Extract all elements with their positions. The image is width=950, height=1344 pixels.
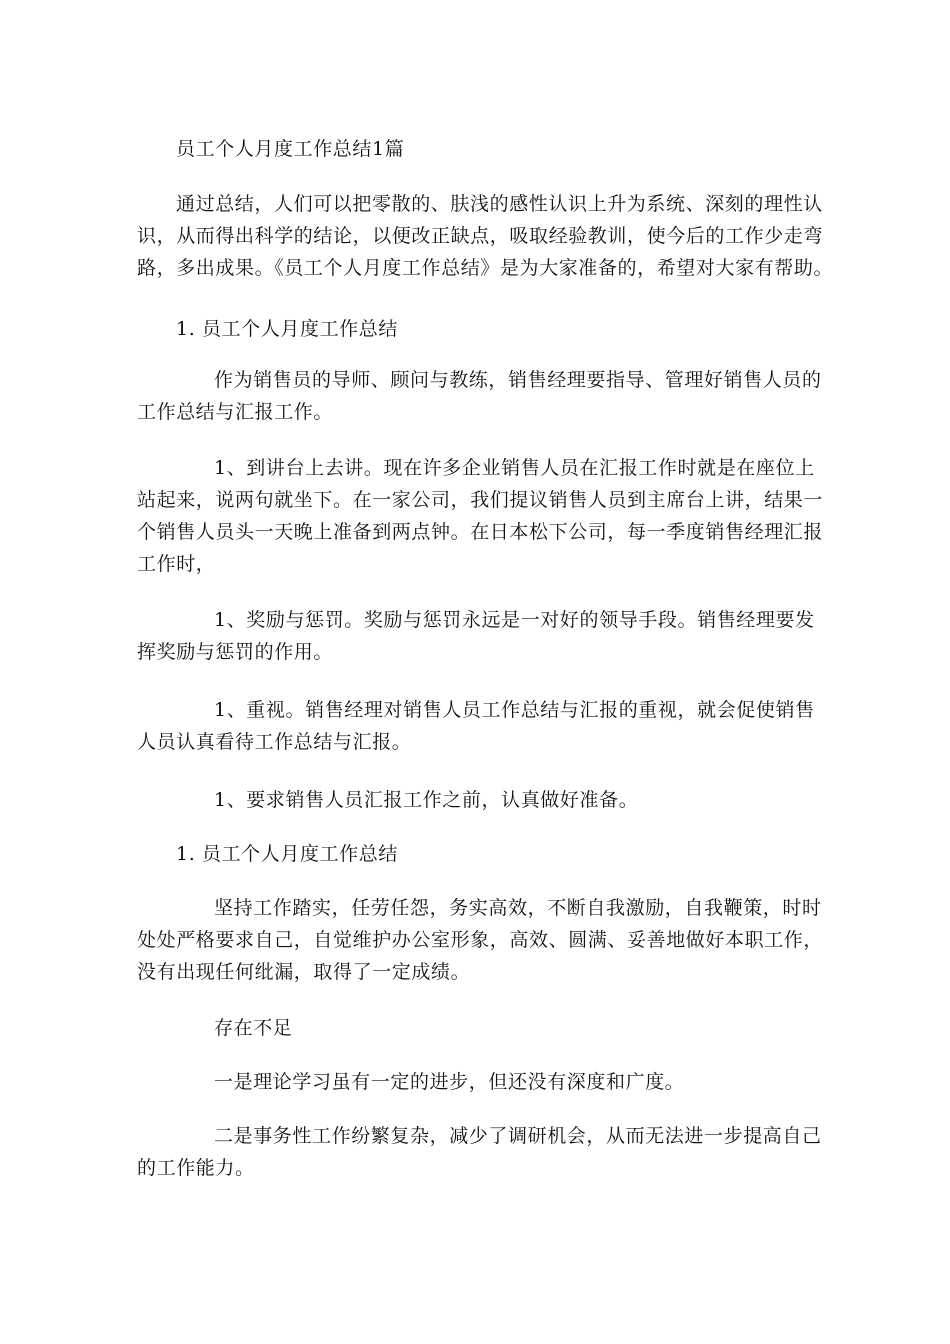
section-2-heading: 1. 员工个人月度工作总结 — [176, 843, 398, 865]
shortcoming-2-line-1: 二是事务性工作纷繁复杂，减少了调研机会，从而无法进一步提高自己 — [214, 1125, 822, 1147]
point-podium-line-4: 工作时， — [137, 553, 216, 575]
intro-line-1: 通过总结，人们可以把零散的、肤浅的感性认识上升为系统、深刻的理性认 — [176, 193, 823, 215]
shortcoming-1: 一是理论学习虽有一定的进步，但还没有深度和广度。 — [214, 1071, 685, 1093]
shortcoming-2-paragraph — [137, 1120, 827, 1184]
section-2-body-line-3: 没有出现任何纰漏，取得了一定成绩。 — [137, 961, 471, 983]
section-1-intro-paragraph — [137, 364, 827, 428]
section-2-body-line-1: 坚持工作踏实，任劳任怨，务实高效，不断自我激励，自我鞭策，时时 — [214, 897, 822, 919]
intro-paragraph — [137, 188, 834, 284]
point-podium-line-2: 站起来，说两句就坐下。在一家公司，我们提议销售人员到主席台上讲，结果一 — [137, 489, 824, 511]
point-podium-line-1: 1、到讲台上去讲。现在许多企业销售人员在汇报工作时就是在座位上 — [214, 457, 815, 479]
point-attention-paragraph — [137, 694, 827, 758]
shortcoming-2-line-2: 的工作能力。 — [137, 1157, 255, 1179]
point-attention-line-1: 1、重视。销售经理对销售人员工作总结与汇报的重视，就会促使销售 — [214, 699, 815, 721]
section-2-body-line-2: 处处严格要求自己，自觉维护办公室形象，高效、圆满、妥善地做好本职工作， — [137, 929, 824, 951]
point-reward-line-2: 挥奖励与惩罚的作用。 — [137, 641, 334, 663]
point-attention-line-2: 人员认真看待工作总结与汇报。 — [137, 731, 412, 753]
section-1-intro-line-2: 工作总结与汇报工作。 — [137, 401, 334, 423]
point-prepare: 1、要求销售人员汇报工作之前，认真做好准备。 — [214, 789, 639, 811]
section-1-heading: 1. 员工个人月度工作总结 — [176, 318, 398, 340]
point-podium-line-3: 个销售人员头一天晚上准备到两点钟。在日本松下公司，每一季度销售经理汇报 — [137, 521, 824, 543]
shortcomings-heading: 存在不足 — [214, 1017, 293, 1039]
point-podium-paragraph — [137, 452, 827, 580]
section-1-intro-line-1: 作为销售员的导师、顾问与教练，销售经理要指导、管理好销售人员的 — [214, 369, 822, 391]
intro-line-2: 识，从而得出科学的结论，以便改正缺点，吸取经验教训，使今后的工作少走弯 — [137, 225, 824, 247]
document-title: 员工个人月度工作总结1篇 — [176, 138, 405, 160]
intro-line-3: 路，多出成果。《员工个人月度工作总结》是为大家准备的，希望对大家有帮助。 — [137, 257, 834, 279]
section-2-body-paragraph — [137, 892, 827, 988]
point-reward-line-1: 1、奖励与惩罚。奖励与惩罚永远是一对好的领导手段。销售经理要发 — [214, 609, 815, 631]
point-reward-paragraph — [137, 604, 827, 668]
